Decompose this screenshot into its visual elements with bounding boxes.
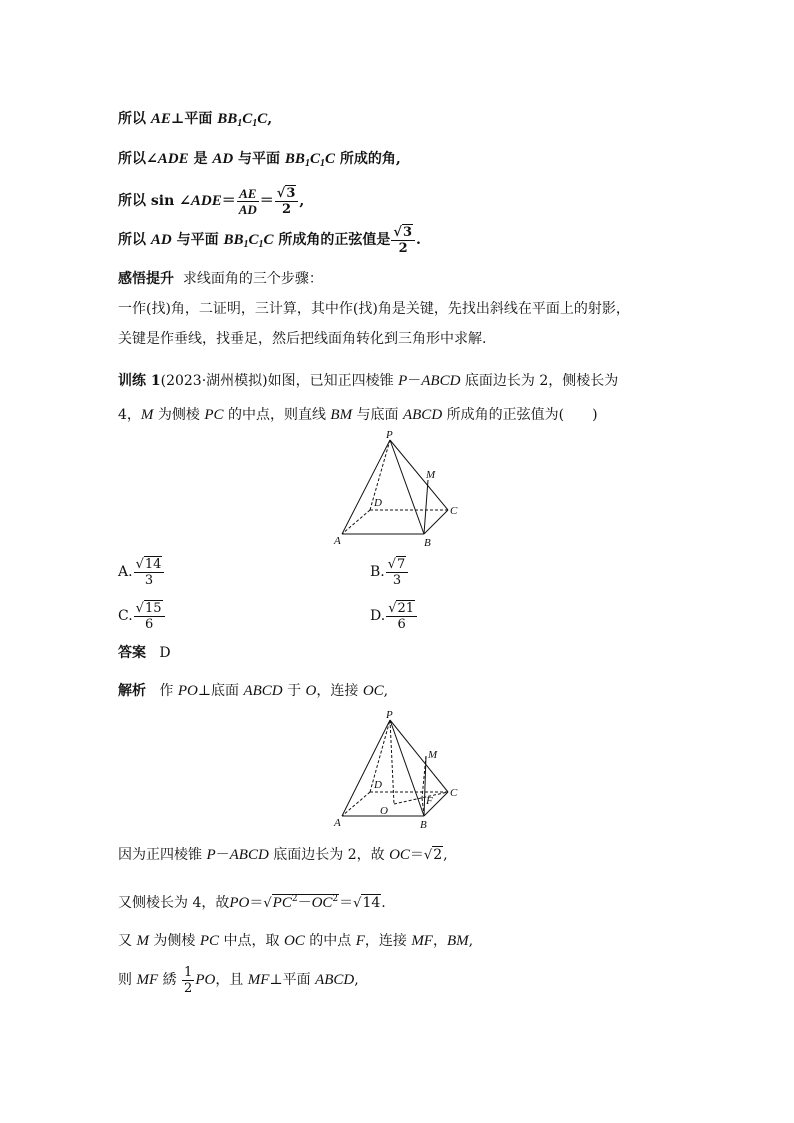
text: － bbox=[407, 373, 422, 389]
text: (2023·湖州模拟)如图，已知正四棱锥 bbox=[160, 373, 394, 389]
training-line-2 bbox=[118, 406, 598, 424]
plane-bb1c1c: $BB_1C_1C$ bbox=[217, 111, 268, 129]
solution-line-1: 解析 作 PO⊥底面 ABCD 于 O，连接 OC, bbox=[118, 683, 389, 699]
text: 与底面 bbox=[356, 407, 399, 423]
insight-title: 求线面角的三个步骤： bbox=[182, 271, 323, 287]
var-ade: ADE bbox=[157, 151, 189, 167]
insight-label: 感悟提升 bbox=[118, 271, 174, 287]
var-abcd: ABCD bbox=[421, 373, 461, 389]
text: 为侧棱 bbox=[157, 407, 200, 423]
var-m: M bbox=[140, 407, 154, 423]
text: 4， bbox=[118, 407, 141, 423]
label-p: P bbox=[386, 709, 393, 721]
training-label: 训练 1 bbox=[118, 373, 161, 389]
edge-pa bbox=[342, 440, 390, 534]
fraction-one-half: $\frac{1}{2}$ bbox=[184, 964, 193, 996]
label-d: D bbox=[374, 779, 382, 791]
text: 所以 sin ∠ bbox=[118, 193, 191, 209]
insight-paragraph-2: 关键是作垂线，找垂足，然后把线面角转化到三角形中求解. bbox=[118, 331, 487, 347]
var-ae: AE bbox=[150, 111, 171, 127]
line-3: 所以 sin ∠ADE＝ $\frac{AE}{AD}$ ＝ $\frac{√3}{2}$ , bbox=[118, 185, 305, 217]
text: 所以 bbox=[118, 232, 146, 248]
insight-paragraph-1: 一作(找)角，二证明，三计算，其中作(找)角是关键，先找出斜线在平面上的射影， bbox=[118, 301, 630, 317]
option-d[interactable]: D. $\frac{√21}{6}$ bbox=[370, 596, 418, 636]
fraction-ae-ad: $\frac{AE}{AD}$ bbox=[238, 185, 257, 217]
edge-pa bbox=[342, 720, 390, 816]
solution-line-2: 因为正四棱锥 P－ABCD 底面边长为 2，故 OC＝√2, bbox=[118, 847, 448, 863]
fraction-sqrt3-2: $\frac{√3}{2}$ bbox=[275, 186, 299, 217]
insight-heading bbox=[118, 270, 323, 288]
text: 所成角的正弦值是 bbox=[278, 232, 391, 248]
label-m: M bbox=[428, 749, 438, 761]
label-b: B bbox=[424, 537, 431, 549]
label-c: C bbox=[450, 505, 458, 517]
option-c[interactable]: C. $\frac{√15}{6}$ bbox=[118, 596, 166, 636]
line-4: 所以 AD 与平面 $BB_1C_1C$ 所成角的正弦值是 $\frac{√3}{2}$ . bbox=[118, 224, 421, 256]
solution-label: 解析 bbox=[118, 683, 146, 699]
text: 是 bbox=[193, 151, 208, 167]
text: 与平面 bbox=[238, 151, 281, 167]
answer-value: D bbox=[159, 645, 171, 661]
edge-da bbox=[342, 792, 370, 816]
plane-bb1c1c: $BB_1C_1C$ bbox=[223, 232, 274, 250]
training-line-1 bbox=[118, 372, 618, 390]
line-1: 所以 AE⊥平面 $BB_1C_1C$, bbox=[118, 111, 273, 129]
text: 所成角的正弦值为( ) bbox=[446, 407, 598, 423]
solution-line-3: 又侧棱长为 4，故$PO=√PC^2-OC^2=√14$. bbox=[118, 894, 386, 911]
text: 与平面 bbox=[176, 232, 219, 248]
var-ad: AD bbox=[150, 232, 172, 248]
segment-bm bbox=[424, 480, 428, 534]
segment-bm bbox=[424, 756, 426, 816]
var-ade: ADE bbox=[190, 193, 222, 209]
text: 底面边长为 2，侧棱长为 bbox=[464, 373, 619, 389]
label-c: C bbox=[450, 787, 458, 799]
edge-pc bbox=[390, 720, 448, 792]
edge-pc bbox=[390, 440, 448, 510]
answer-label: 答案 bbox=[118, 645, 146, 661]
plane-bb1c1c: $BB_1C_1C$ bbox=[284, 151, 335, 169]
pyramid-figure bbox=[330, 428, 470, 550]
fraction-sqrt3-2: $\frac{√3}{2}$ bbox=[391, 225, 415, 256]
option-a[interactable]: A. $\frac{√14}{3}$ bbox=[118, 552, 165, 592]
label-a: A bbox=[334, 535, 341, 547]
var-pc: PC bbox=[204, 407, 224, 423]
segment-oc bbox=[394, 792, 448, 804]
var-bm: BM bbox=[330, 407, 353, 423]
label-o: O bbox=[380, 805, 388, 817]
label-m: M bbox=[426, 469, 436, 481]
text: 所以 bbox=[118, 111, 146, 127]
edge-bc bbox=[424, 510, 448, 534]
label-f: F bbox=[426, 795, 433, 807]
pyramid-solution-figure bbox=[330, 708, 470, 832]
segment-po bbox=[390, 720, 394, 804]
solution-line-5: 则 MF 綉 $\frac{1}{2}$ PO，且 MF⊥平面 ABCD, bbox=[118, 964, 359, 996]
edge-da bbox=[342, 510, 370, 534]
text: 的中点，则直线 bbox=[227, 407, 326, 423]
option-b[interactable]: B. $\frac{√7}{3}$ bbox=[370, 552, 409, 592]
var-abcd: ABCD bbox=[402, 407, 443, 423]
label-p: P bbox=[386, 429, 393, 441]
label-b: B bbox=[420, 819, 427, 831]
label-a: A bbox=[334, 817, 341, 829]
label-d: D bbox=[374, 497, 382, 509]
edge-pb bbox=[390, 720, 424, 816]
var-p: P bbox=[398, 373, 408, 389]
text: 所以∠ bbox=[118, 151, 158, 167]
line-2 bbox=[118, 150, 401, 173]
answer-line bbox=[118, 644, 171, 662]
text: 所成的角, bbox=[339, 151, 401, 167]
text: ⊥平面 bbox=[170, 111, 213, 127]
solution-line-4: 又 M 为侧棱 PC 中点，取 OC 的中点 F，连接 MF，BM, bbox=[118, 933, 474, 949]
edge-pb bbox=[390, 440, 424, 534]
var-ad: AD bbox=[212, 151, 234, 167]
